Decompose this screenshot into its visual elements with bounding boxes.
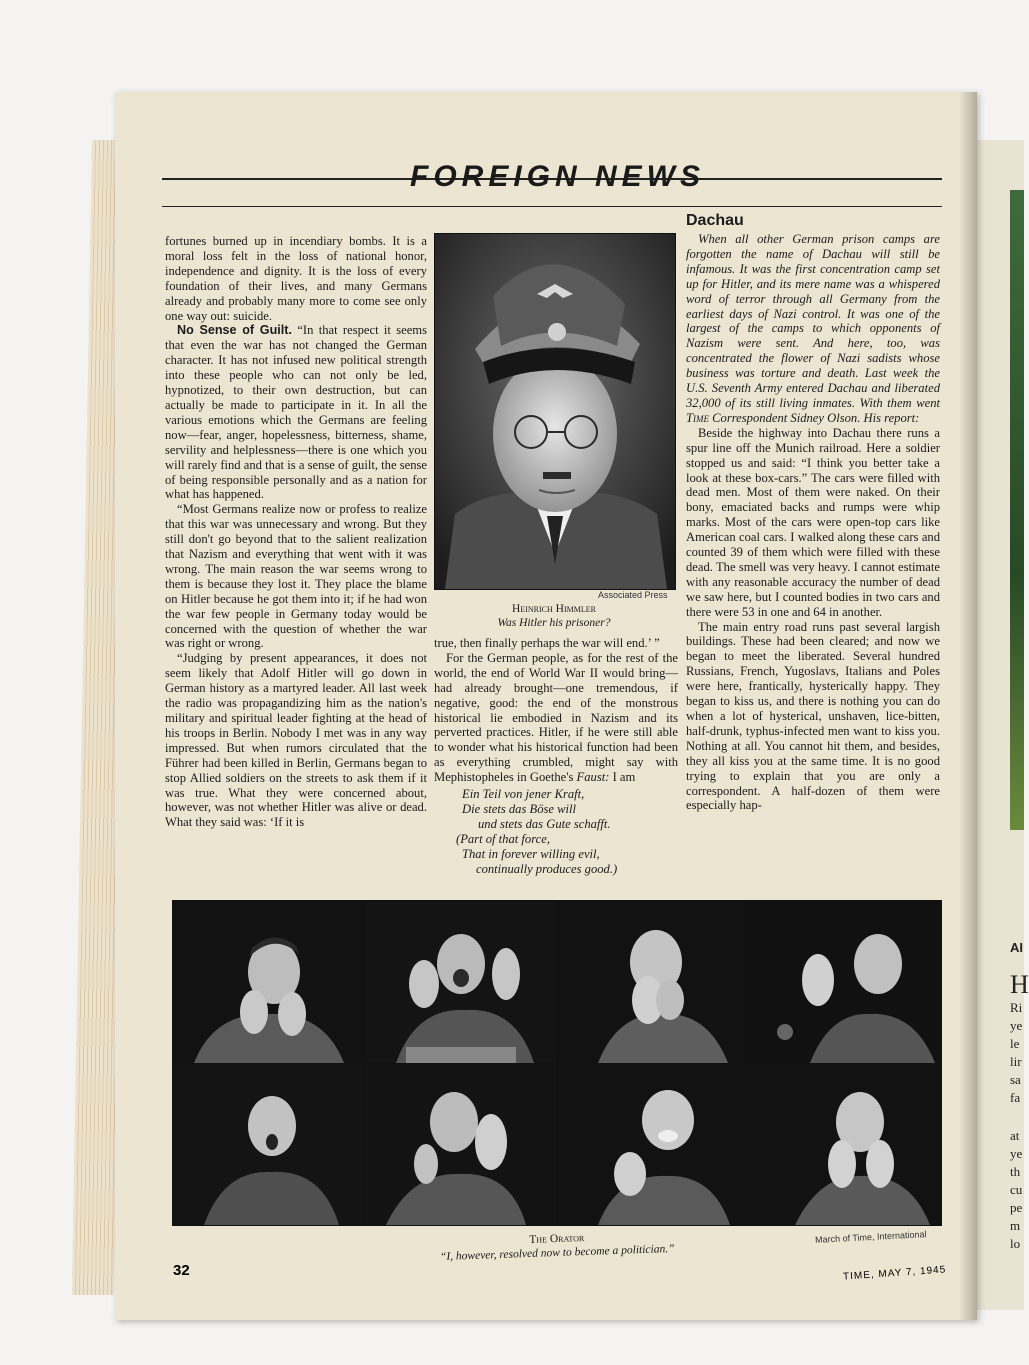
paragraph-text: For the German people, as for the rest of the world, the end of World War II would bring—had already brought—one tremendous, if negative, good: the end of the monstrous historical lie embodied in Nazism and its perverted practices. Hitler, if he were still able to wonder what his historical function had been as everything crumbled, might say with Mephistopheles in Goethe's xyxy=(434,650,678,785)
next-fragment: sa xyxy=(1010,1072,1021,1087)
photo-credit: March of Time, International xyxy=(814,1229,927,1245)
orator-photo-grid xyxy=(172,900,942,1226)
verse-quote xyxy=(456,787,678,877)
verse-line: Ein Teil von jener Kraft, xyxy=(462,787,585,802)
next-fragment: H xyxy=(1010,970,1029,999)
paragraph xyxy=(165,323,427,502)
verse-line: That in forever willing evil, xyxy=(462,847,600,862)
column-3 xyxy=(686,212,940,813)
faust-title: Faust: xyxy=(576,770,610,785)
time-mark: Time xyxy=(686,410,709,425)
paragraph: “Most Germans realize now or profess to realize that this war was unnecessary and wrong. But they still don't go beyond that to the salient realization that Nazism and everything that went with it was wrong. The main reason the war seems wrong to them is because they lost it. They place the blame on Hitler because he got them into it; if he had won the war few people in Germany today would be concerned with the question of whether the war was right or wrong. xyxy=(165,502,427,651)
paragraph: Beside the highway into Dachau there runs a spur line off the Munich railroad. Here a soldier stopped us and said: “I think you better take a look at these box-cars.” The cars were filled with dead men. Most of them were naked. On their bony, emaciated backs and rumps were whip marks. Most of the cars were open-top cars like American coal cars. I walked along these cars and counted 39 of them which were filled with these dead. The smell was very heavy. I cannot estimate with any reasonable accuracy the number of dead we saw here, but I counted bodies in two cars and there were 53 in one and 64 in another. xyxy=(686,425,940,619)
himmler-caption xyxy=(434,602,674,630)
next-fragment: cu xyxy=(1010,1182,1023,1197)
intro-paragraph xyxy=(686,232,940,426)
page-gutter-shadow xyxy=(959,92,977,1320)
orator-frame xyxy=(366,902,556,1063)
orator-frame xyxy=(750,902,940,1063)
caption-quote: “I, however, resolved now to become a politician.” xyxy=(439,1242,675,1264)
next-fragment: lo xyxy=(1010,1236,1021,1251)
orator-frame xyxy=(558,902,748,1063)
verse-line: und stets das Gute schafft. xyxy=(478,817,611,832)
paragraph xyxy=(434,651,678,785)
next-fragment: lir xyxy=(1010,1054,1022,1069)
next-fragment: ye xyxy=(1010,1146,1023,1161)
paragraph: “Judging by present appearances, it does not seem likely that Adolf Hitler will go down in German history as a martyred leader. All last week the radio was propagandizing him as the nation's military and spiritual leader fighting at the head of his troops in Berlin. Nobody I met was in any way impressed. But when rumors circulated that the Führer had been killed in Berlin, Germans began to stop Allied soldiers on the streets to ask them if it was true. What they were concerned about, however, was not whether Hitler was alive or dead. What they said was: ‘If it is xyxy=(165,651,427,830)
paragraph: fortunes burned up in incendiary bombs. It is a moral loss felt in the loss of national honor, independence and dignity. It is the loss of every foundation of their lives, and many Germans already and probably many more to come see only one way out: suicide. xyxy=(165,234,427,323)
verse-line: continually produces good.) xyxy=(476,862,618,877)
next-fragment: fa xyxy=(1010,1090,1021,1105)
caption-name: Heinrich Himmler xyxy=(512,603,596,615)
photo-credit: Associated Press xyxy=(598,590,668,600)
orator-frame xyxy=(366,1064,556,1225)
subhead: No Sense of Guilt. xyxy=(177,323,292,338)
paragraph-text: When all other German prison camps are forgotten the name of Dachau will still be infamous. It was the first concentration camp set up for Hitler, and its mere name was a whispered word of terror through all Germany from the earliest days of Nazi control. It was one of the largest of the camps to which opponents of Nazism were sent. And here, too, was concentrated the flower of Nazi sadists whose business was torture and death. Last week the U.S. Seventh Army entered Dachau and liberated 32,000 of its still living inmates. With them went xyxy=(686,232,940,410)
caption-line: Was Hitler his prisoner? xyxy=(497,617,611,629)
caption-title: The Orator xyxy=(529,1232,585,1246)
page-number: 32 xyxy=(173,1262,190,1279)
next-fragment: ye xyxy=(1010,1018,1023,1033)
paragraph-text: “In that respect it seems that even the war has not changed the German character. It has not infused new political strength into these people who can not only be led, hypnotized, to their own destruction, but can actually be made to participate in it. In all the various emotions which the Germans are feeling now—fear, anger, hopelessness, bitterness, shame, servility and helplessness—there is one which you will rarely find and that is a sense of guilt, the sense of being responsible personally and as a nation for what has happened. xyxy=(165,323,427,502)
next-fragment: AI xyxy=(1010,940,1023,955)
portrait-image xyxy=(435,234,675,589)
orator-frame xyxy=(174,1064,364,1225)
verse-line: Die stets das Böse will xyxy=(462,802,577,817)
story-headline: Dachau xyxy=(686,212,744,229)
himmler-photo xyxy=(434,233,676,590)
paragraph: true, then finally perhaps the war will end.’ ” xyxy=(434,636,660,650)
paragraph-text: Correspondent Sidney Olson. His report: xyxy=(712,410,920,425)
next-fragment: at xyxy=(1010,1128,1020,1143)
issue-footer: TIME, MAY 7, 1945 xyxy=(842,1264,947,1283)
column-1 xyxy=(165,234,427,830)
orator-frame xyxy=(174,902,364,1063)
paragraph-text: I am xyxy=(612,770,636,785)
next-fragment: pe xyxy=(1010,1200,1023,1215)
next-page-photo xyxy=(1010,190,1024,830)
orator-frame xyxy=(558,1064,748,1225)
next-fragment: m xyxy=(1010,1218,1021,1233)
next-fragment: le xyxy=(1010,1036,1020,1051)
section-title: FOREIGN NEWS xyxy=(410,160,706,193)
column-2 xyxy=(434,636,678,877)
next-fragment: th xyxy=(1010,1164,1021,1179)
verse-line: (Part of that force, xyxy=(456,832,550,847)
next-fragment: Ri xyxy=(1010,1000,1023,1015)
paragraph: The main entry road runs past several largish buildings. These had been cleared; and now we began to meet the liberated. Several hundred Russians, French, Yugoslavs, Italians and Poles were here, frantically, hysterically happy. They began to kiss us, and there is nothing you can do when a lot of hysterical, unshaven, lice-bitten, half-drunk, typhus-infected men want to kiss you. Nothing at all. You cannot hit them, and besides, they all kiss you at the same time. It is no good trying to explain that you are only a correspondent. A half-dozen of them were especially hap- xyxy=(686,619,940,813)
orator-frame xyxy=(750,1064,940,1225)
header-rule-bottom xyxy=(162,206,942,207)
